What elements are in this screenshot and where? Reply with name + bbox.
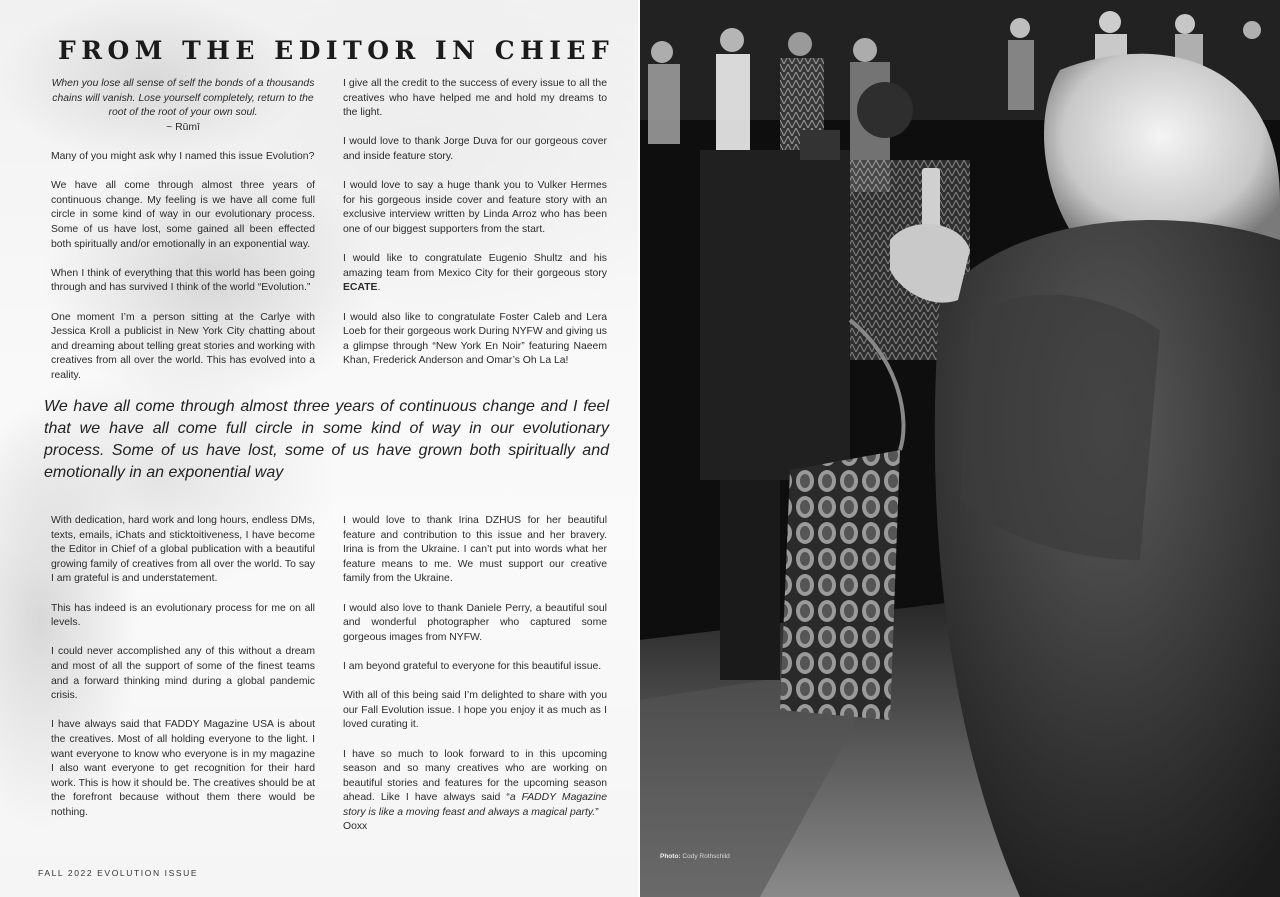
column-d	[343, 514, 607, 835]
paragraph: I would love to thank Irina DZHUS for her beautiful feature and contribution to this issue and her bravery. Irina is from the Ukraine. I can’t put into words what her feature means to me. We must support our creative family from the Ukraine.	[343, 515, 607, 585]
paragraph: When I think of everything that this world has been going through and has survived I think of the world “Evolution.”	[51, 267, 315, 294]
runway-photo	[640, 0, 1280, 897]
paragraph	[343, 252, 607, 296]
epigraph-attribution: ~ Rūmī	[166, 121, 200, 133]
paragraph-end: ”	[595, 806, 599, 818]
paragraph: I would also like to congratulate Foster Caleb and Lera Loeb for their gorgeous work During NYFW and giving us a glimpse through “New York En Noir” featuring Naeem Khan, Frederick Anderson and Omar’s Oh La La!	[343, 311, 607, 367]
column-b	[343, 77, 607, 383]
issue-footer: FALL 2022 EVOLUTION ISSUE	[38, 868, 199, 878]
paragraph: I have always said that FADDY Magazine USA is about the creatives. Most of all holding everyone to the light. I want everyone to know who everyone is in my magazine I also want everyone to get recognition for their hard work. This is how it should be. The creatives should be at the forefront because without them there would be nothing.	[51, 719, 315, 818]
epigraph	[51, 77, 315, 135]
paragraph-text: I have so much to look forward to in this upcoming season and so many creatives who are working on beautiful stories and features for the upcoming season ahead. Like I have always said “	[343, 748, 607, 804]
paragraph: With all of this being said I’m delighted to share with you our Fall Evolution issue. I hope you enjoy it as much as I loved curating it.	[343, 690, 607, 731]
paragraph: I am beyond grateful to everyone for this beautiful issue.	[343, 660, 602, 672]
photographer-name: Cody Rothschild	[682, 853, 730, 860]
paragraph: I give all the credit to the success of every issue to all the creatives who have helped me and hold my dreams to the light.	[343, 78, 607, 119]
paragraph: I would also love to thank Daniele Perry, a beautiful soul and wonderful photographer who captured some gorgeous images from NYFW.	[343, 602, 607, 643]
quote-italic: a FADDY Magazine story is like a moving feast and always a magical party.	[343, 792, 607, 818]
paragraph: With dedication, hard work and long hours, endless DMs, texts, emails, iChats and sticktoitiveness, I have become the Editor in Chief of a global publication with a beautiful growing family of creatives from all over the world. To say I am grateful is and understatement.	[51, 515, 315, 585]
paragraph: This has indeed is an evolutionary process for me on all levels.	[51, 602, 315, 629]
paragraph: We have all come through almost three years of continuous change. My feeling is we have all come full circle in some kind of way in our evolutionary process. Some of us have lost, some gained all been effected both spiritually and/or emotionally in an exponential way.	[51, 180, 315, 250]
paragraph: I would love to thank Jorge Duva for our gorgeous cover and inside feature story.	[343, 136, 607, 162]
column-c	[51, 514, 315, 835]
signoff: Ooxx	[343, 821, 368, 833]
paragraph-text: I would like to congratulate Eugenio Shultz and his amazing team from Mexico City for their gorgeous story	[343, 253, 607, 279]
column-a	[51, 77, 315, 398]
page-title: FROM THE EDITOR IN CHIEF	[58, 36, 615, 65]
story-name: ECATE	[343, 282, 378, 294]
photo-illustration	[640, 0, 1280, 897]
epigraph-text: When you lose all sense of self the bonds of a thousands chains will vanish. Lose yourself completely, return to the root of the root of your own soul.	[51, 78, 315, 119]
editor-letter-page	[0, 0, 638, 897]
paragraph	[343, 748, 607, 821]
pull-quote: We have all come through almost three years of continuous change and I feel that we have all come full circle in some kind of way in our evolutionary process. Some of us have lost, some of us have grown both spiritually and emotionally in an exponential way	[44, 398, 609, 481]
paragraph: Many of you might ask why I named this issue Evolution?	[51, 150, 315, 162]
photo-credit-label: Photo:	[660, 853, 681, 860]
paragraph: I could never accomplished any of this without a dream and most of all the support of some of the finest teams and a forward thinking mind during a global pandemic crisis.	[51, 646, 315, 702]
paragraph: One moment I’m a person sitting at the Carlye with Jessica Kroll a publicist in New York City chatting about and dreaming about telling great stories and working with creatives from all over the world. This has evolved into a reality.	[51, 311, 315, 381]
paragraph: I would love to say a huge thank you to Vulker Hermes for his gorgeous inside cover and feature story with an exclusive interview written by Linda Arroz who has been one of our biggest supporters from the start.	[343, 180, 607, 235]
paragraph-end: .	[377, 282, 381, 294]
photo-credit	[660, 853, 730, 860]
